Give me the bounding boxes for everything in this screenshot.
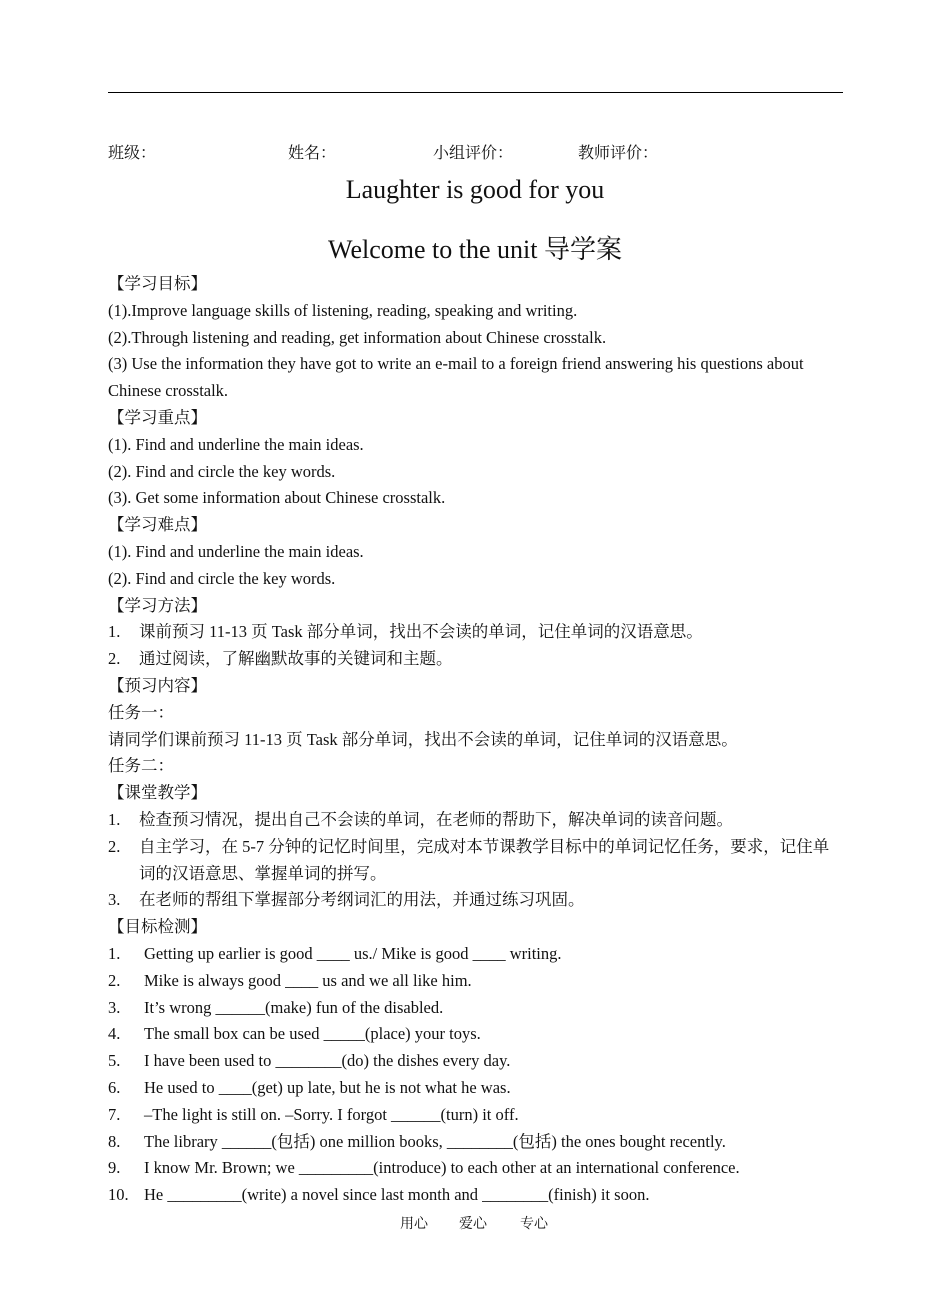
difficulty-item: (2). Find and circle the key words.: [108, 568, 336, 588]
task-one-label: 任务一：: [108, 702, 174, 722]
exercise-item: [108, 1155, 844, 1182]
task-one-text: 请同学们课前预习 11-13 页 Task 部分单词，找出不会读的单词，记住单词的汉语意思。: [108, 729, 738, 749]
section-heading-goals: 【学习目标】: [108, 274, 207, 293]
item-number: 6.: [108, 1077, 121, 1097]
key-point-item: (2). Find and circle the key words.: [108, 461, 336, 481]
goal-item: (2).Through listening and reading, get information about Chinese crosstalk.: [108, 327, 607, 347]
exercise-item: [108, 1048, 844, 1075]
item-number: 9.: [108, 1158, 121, 1178]
item-number: 2.: [108, 836, 121, 856]
class-label: 班级：: [108, 145, 157, 162]
item-text: Mike is always good ____ us and we all like him.: [144, 970, 472, 990]
item-number: 1.: [108, 809, 121, 829]
exercise-item: [108, 1075, 844, 1102]
teacher-evaluation-label: 教师评价：: [578, 145, 659, 162]
exercise-item: [108, 1102, 844, 1129]
name-label: 姓名：: [288, 145, 337, 162]
key-point-item: (3). Get some information about Chinese crosstalk.: [108, 488, 446, 508]
difficulty-item: (1). Find and underline the main ideas.: [108, 541, 364, 561]
item-number: 1.: [108, 622, 121, 642]
item-text: 课前预习 11-13 页 Task 部分单词，找出不会读的单词，记住单词的汉语意思。: [139, 622, 703, 642]
section-heading-methods: 【学习方法】: [108, 595, 207, 615]
item-text: 在老师的帮组下掌握部分考纲词汇的用法，并通过练习巩固。: [139, 890, 585, 910]
item-number: 10.: [108, 1185, 129, 1205]
item-number: 4.: [108, 1024, 121, 1044]
footer-text: 专心: [520, 1217, 548, 1232]
key-point-item: (1). Find and underline the main ideas.: [108, 434, 364, 454]
item-text: I have been used to ________(do) the dishes every day.: [144, 1051, 511, 1071]
exercise-item: [108, 1021, 844, 1048]
item-number: 2.: [108, 649, 121, 669]
student-info-row: [0, 140, 950, 162]
exercise-item: [108, 1182, 844, 1209]
section-heading-preview: 【预习内容】: [108, 675, 207, 695]
item-number: 8.: [108, 1131, 121, 1151]
section-heading-key-points: 【学习重点】: [108, 407, 207, 427]
classroom-item: [108, 887, 844, 914]
item-text: The library ______(包括) one million books, ________(包括) the ones bought recently.: [144, 1131, 726, 1151]
item-number: 7.: [108, 1104, 121, 1124]
item-text: 检查预习情况，提出自己不会读的单词，在老师的帮助下，解决单词的读音问题。: [139, 809, 733, 829]
method-item: [108, 619, 844, 646]
item-text: –The light is still on. –Sorry. I forgot ______(turn) it off.: [144, 1104, 519, 1124]
item-text: 自主学习，在 5-7 分钟的记忆时间里，完成对本节课教学目标中的单词记忆任务，要求，记住单词的汉语意思、掌握单词的拼写。: [139, 836, 830, 883]
item-text: He _________(write) a novel since last month and ________(finish) it soon.: [144, 1185, 650, 1205]
group-evaluation-label: 小组评价：: [433, 145, 514, 162]
section-heading-exercises: 【目标检测】: [108, 917, 207, 937]
item-text: I know Mr. Brown; we _________(introduce) to each other at an international conference.: [144, 1158, 740, 1178]
page-subtitle: Welcome to the unit 导学案: [328, 235, 622, 264]
item-number: 2.: [108, 970, 121, 990]
exercise-item: [108, 995, 844, 1022]
item-number: 3.: [108, 890, 121, 910]
exercise-item: [108, 968, 844, 995]
item-text: Getting up earlier is good ____ us./ Mike is good ____ writing.: [144, 943, 562, 963]
classroom-item: [108, 807, 844, 834]
task-two-label: 任务二：: [108, 756, 174, 776]
footer-text: 用心: [400, 1217, 428, 1232]
exercise-item: [108, 1129, 844, 1156]
document-body: [108, 271, 844, 1209]
page-title: Laughter is good for you: [345, 175, 605, 204]
method-item: [108, 646, 844, 673]
classroom-item: [108, 834, 844, 888]
section-heading-difficulties: 【学习难点】: [108, 515, 207, 535]
goal-item: (3) Use the information they have got to write an e-mail to a foreign friend answering his questions about Chinese crosstalk.: [108, 354, 804, 401]
item-text: The small box can be used _____(place) your toys.: [144, 1024, 481, 1044]
item-text: He used to ____(get) up late, but he is not what he was.: [144, 1077, 511, 1097]
goal-item: (1).Improve language skills of listening, reading, speaking and writing.: [108, 300, 578, 320]
section-heading-classroom: 【课堂教学】: [108, 783, 207, 803]
item-text: 通过阅读，了解幽默故事的关键词和主题。: [139, 649, 453, 669]
item-number: 3.: [108, 997, 121, 1017]
item-text: It’s wrong ______(make) fun of the disabled.: [144, 997, 444, 1017]
item-number: 1.: [108, 943, 121, 963]
item-number: 5.: [108, 1051, 121, 1071]
exercise-item: [108, 941, 844, 968]
footer-text: 爱心: [459, 1217, 487, 1232]
header-rule: [108, 92, 843, 93]
